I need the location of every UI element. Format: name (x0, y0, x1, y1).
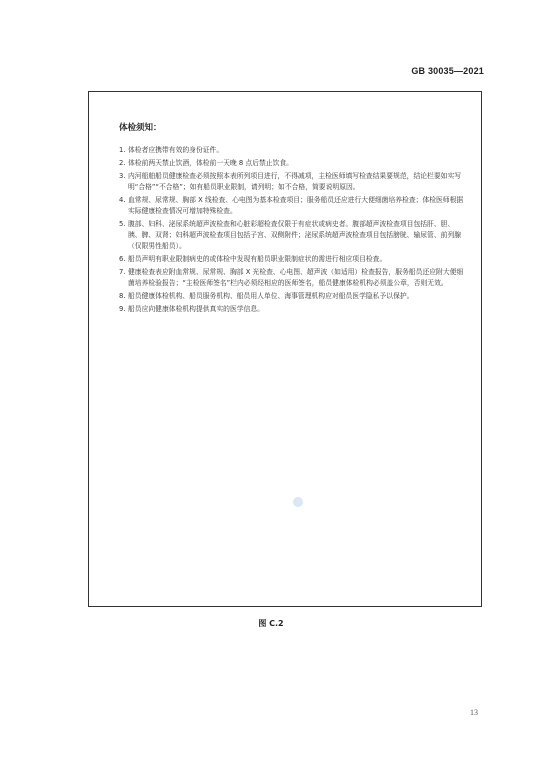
notice-item-text: 血常规、尿常规、胸部 X 线检查、心电图为基本检查项目；服务船员还应进行大便细菌培养检查；体检医师根据实际健康检查情况可增加特殊检查。 (128, 196, 464, 215)
notice-item (119, 171, 467, 193)
notice-item (119, 254, 467, 265)
notice-item-number: 2. (119, 159, 126, 167)
notice-item (119, 304, 467, 315)
notice-item-number: 1. (119, 146, 126, 154)
notice-item-text: 船员健康体检机构、船员服务机构、船员用人单位、海事管理机构应对船员医学隐私予以保护。 (128, 292, 414, 300)
exam-notice-box (88, 91, 482, 607)
notice-item (119, 195, 467, 217)
standard-code: GB 30035—2021 (411, 66, 484, 76)
notice-item-text: 腹部、妇科、泌尿系统超声波检查和心脏彩超检查仅限于有症状或病史者。腹部超声波检查项目包括肝、胆、胰、脾、双肾；妇科超声波检查项目包括子宫、双侧附件；泌尿系统超声波检查项目包括膀胱、输尿管、前列腺（仅限男性船员）。 (128, 220, 462, 250)
notice-item-text: 船员声明有职业限制病史的或体检中发现有船员职业限制症状的需进行相应项目检查。 (128, 255, 387, 263)
notice-item-text: 健康检查表应附血常规、尿常规、胸部 X 光检查、心电图、超声波（如适用）检查报告，服务船员还应附大便细菌培养检验报告；“主检医师签名”栏内必须经相应的医师签名，船员健康体检机构必须盖公章，否则无效。 (128, 268, 464, 287)
notice-item (119, 145, 467, 156)
notice-item-number: 4. (119, 196, 126, 204)
figure-caption: 图 C.2 (258, 619, 284, 628)
watermark-mark (293, 497, 303, 507)
notice-item-number: 5. (119, 220, 126, 228)
notice-item (119, 158, 467, 169)
notice-item-text: 船员应向健康体检机构提供真实的医学信息。 (128, 305, 264, 313)
notice-item (119, 267, 467, 289)
notice-item-number: 9. (119, 305, 126, 313)
notice-item-text: 内河船舶船员健康检查必须按照本表所列项目进行，不得减项，主检医师填写检查结果要规范，结论栏要如实写明“合格”“不合格”；如有船员职业限制，请列明；如不合格，简要说明原因。 (128, 172, 462, 191)
notice-item-number: 6. (119, 255, 126, 263)
notice-item (119, 291, 467, 302)
notice-item-number: 8. (119, 292, 126, 300)
notice-item-text: 体检前两天禁止饮酒，体检前一天晚 8 点后禁止饮食。 (128, 159, 293, 167)
notice-item-number: 7. (119, 268, 126, 276)
notice-item-number: 3. (119, 172, 126, 180)
notice-item-text: 体检者应携带有效的身份证件。 (128, 146, 224, 154)
page-number: 13 (470, 708, 478, 717)
notice-item (119, 219, 467, 252)
notice-heading: 体检须知： (119, 123, 162, 133)
notice-list (119, 145, 467, 317)
